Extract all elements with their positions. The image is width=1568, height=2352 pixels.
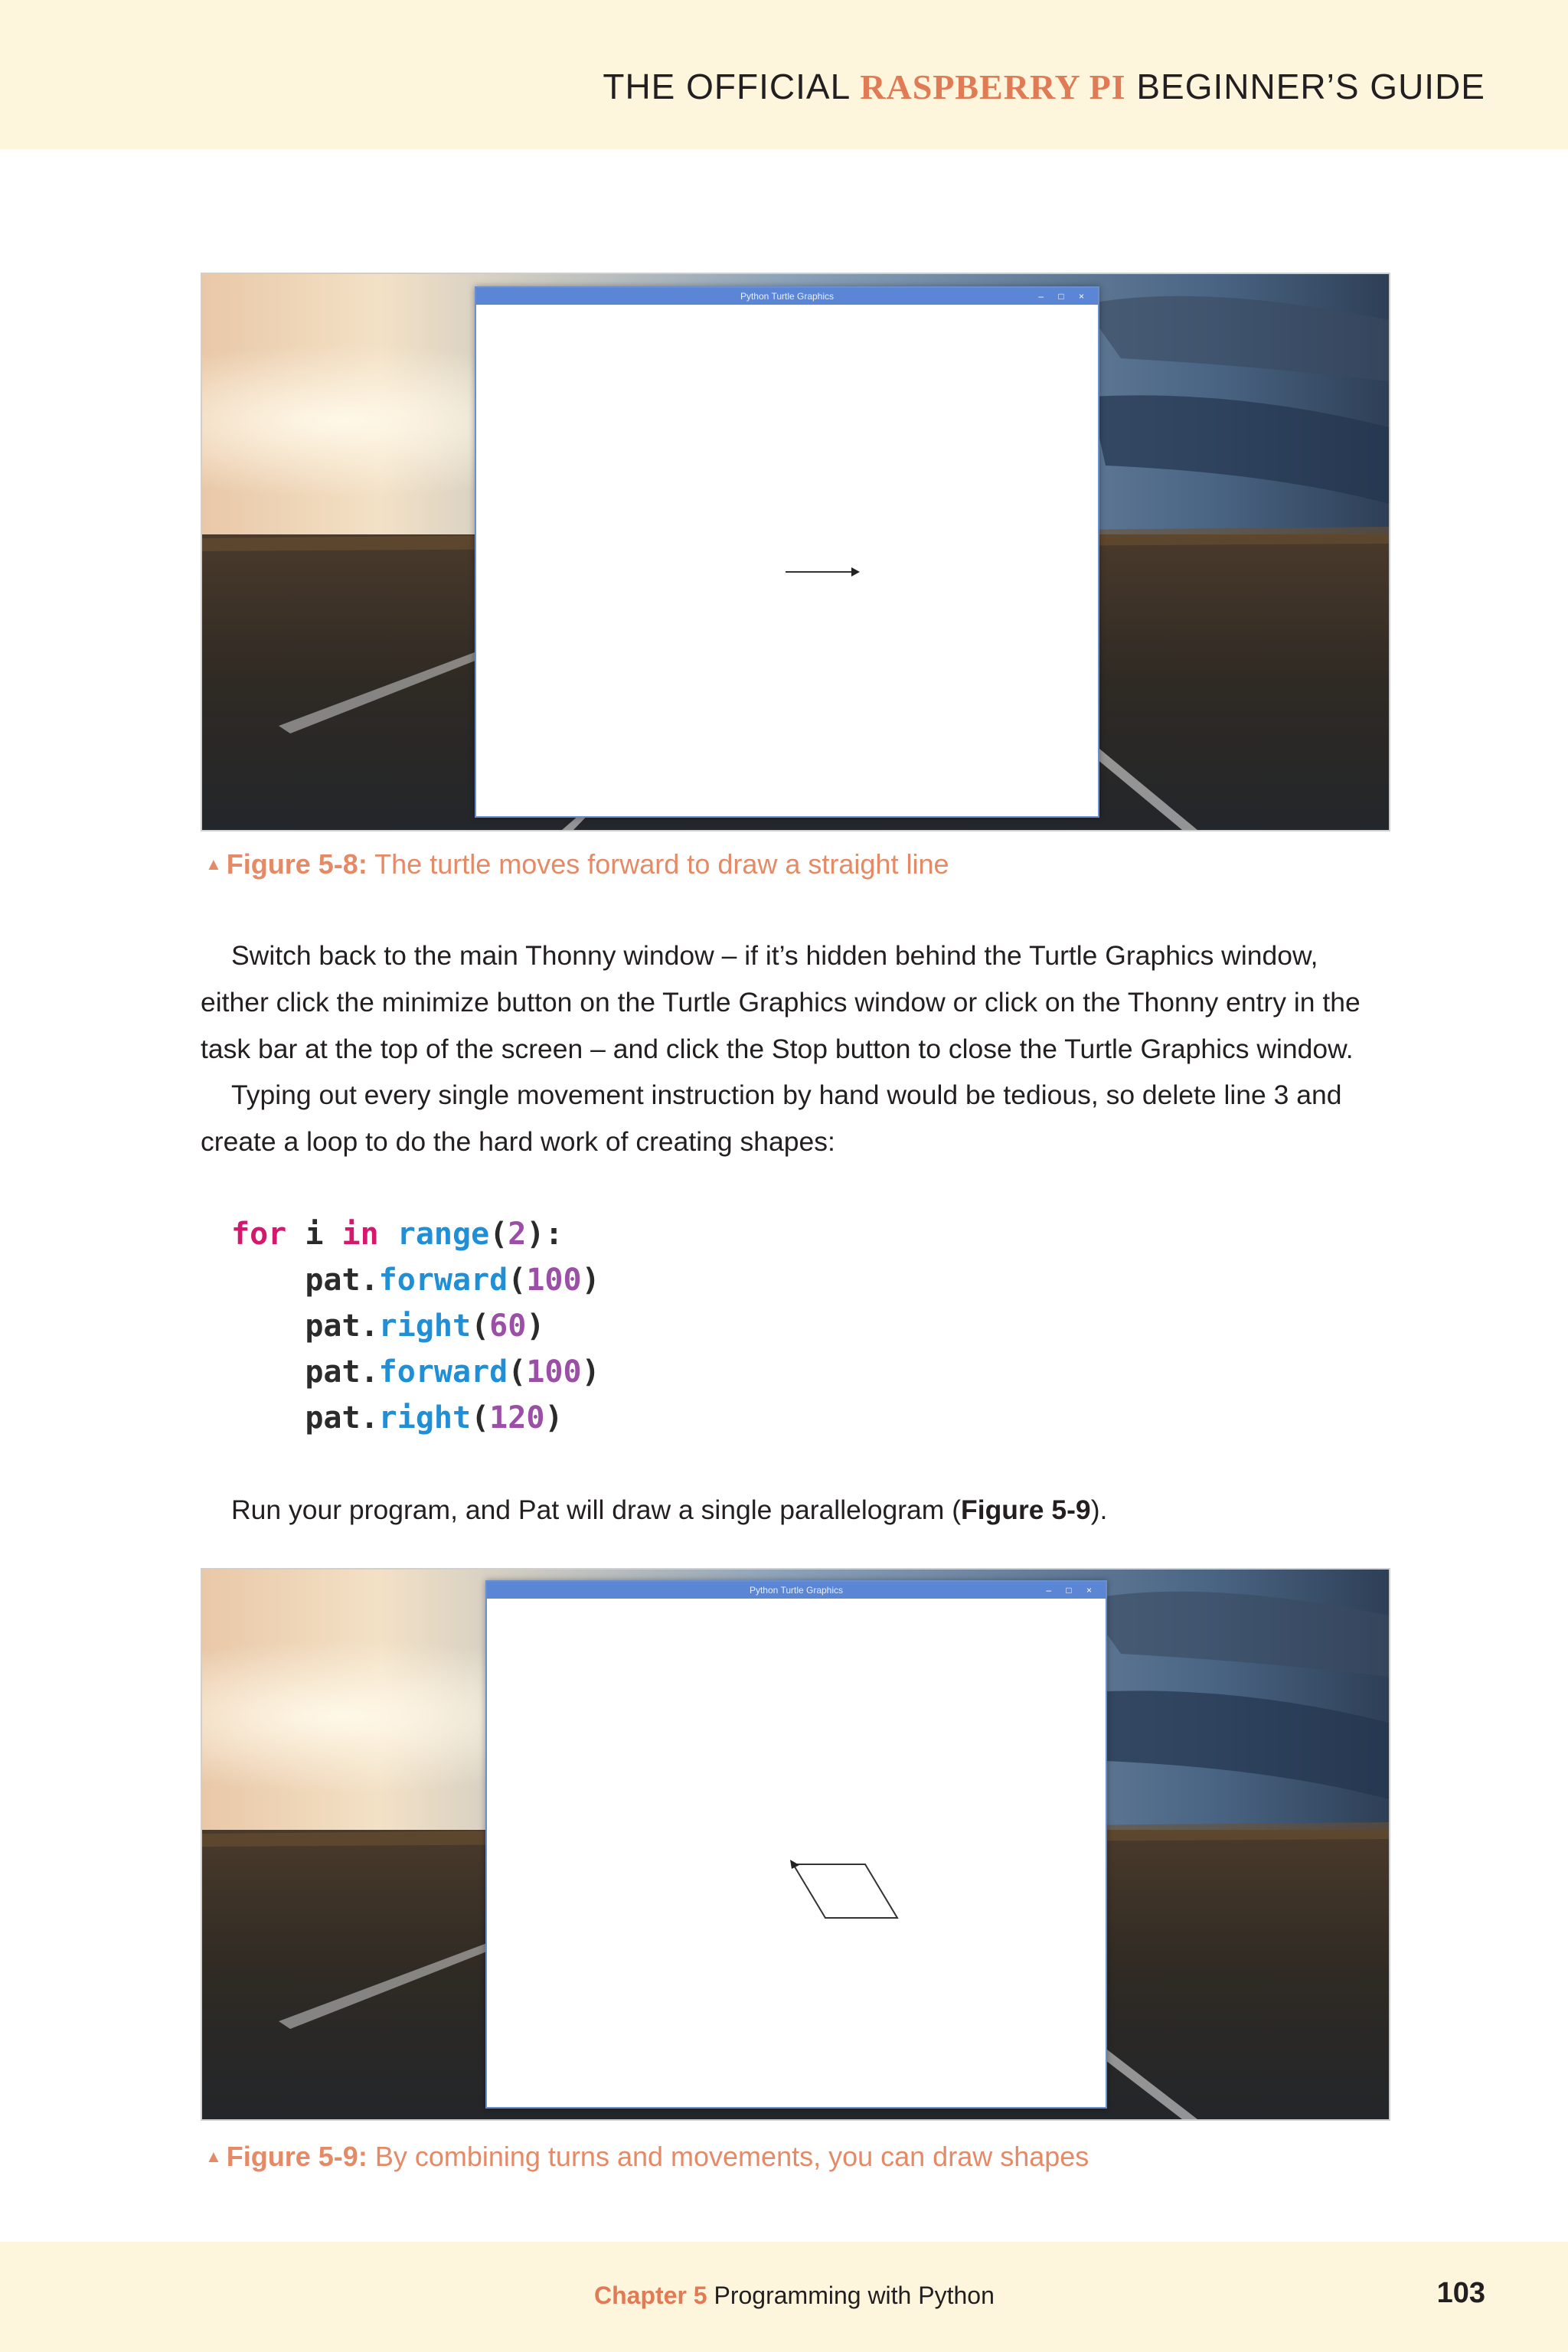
turtle-canvas	[487, 1599, 1106, 2107]
code-num: 100	[526, 1263, 582, 1298]
book-title-post: BEGINNER’S GUIDE	[1125, 67, 1485, 106]
chapter-title: Programming with Python	[707, 2282, 995, 2309]
code-fn-range: range	[397, 1217, 490, 1252]
footer-chapter	[594, 2282, 995, 2310]
window-titlebar[interactable]	[487, 1582, 1106, 1599]
code-num: 2	[508, 1217, 527, 1252]
chapter-label: Chapter 5	[594, 2282, 707, 2309]
code-keyword-for: for	[231, 1217, 287, 1252]
turtle-canvas	[476, 305, 1098, 816]
figure-5-8-caption	[205, 848, 949, 880]
code-var: i	[286, 1217, 342, 1252]
book-title-pre: THE OFFICIAL	[603, 67, 861, 106]
code-num: 60	[489, 1308, 527, 1344]
caption-triangle-icon: ▲	[205, 2147, 222, 2166]
code-fn-right: right	[378, 1400, 472, 1436]
page-number: 103	[1436, 2277, 1485, 2309]
code-keyword-in: in	[341, 1217, 379, 1252]
figure-reference: Figure 5-9	[961, 1494, 1091, 1525]
run-text-pre: Run your program, and Pat will draw a single parallelogram (	[231, 1494, 962, 1525]
window-controls[interactable]: – □ ×	[1038, 291, 1090, 302]
code-fn-right: right	[378, 1308, 472, 1344]
code-num: 100	[526, 1354, 582, 1390]
window-controls[interactable]: – □ ×	[1046, 1585, 1098, 1596]
code-listing: for i in range(2): pat.forward(100) pat.right(60) pat.forward(100) pat.right(120)	[231, 1217, 600, 1436]
figure-5-8-screenshot	[201, 273, 1390, 831]
code-obj: pat.	[231, 1308, 379, 1344]
code-paren-close: ):	[526, 1217, 564, 1252]
window-titlebar[interactable]	[476, 288, 1098, 305]
page-header	[0, 0, 1568, 149]
figure-5-9-screenshot	[201, 1568, 1390, 2121]
caption-text: By combining turns and movements, you can draw shapes	[367, 2141, 1089, 2172]
code-obj: pat.	[231, 1263, 379, 1298]
code-fn-forward: forward	[378, 1263, 508, 1298]
paragraph-stop-turtle: Switch back to the main Thonny window – if it’s hidden behind the Turtle Graphics window, either click the minimize button on the Turtle Graphics window or click on the Thonny entry in the task bar at the top of the screen – and click the Stop button to close the Turtle Graphics window.	[201, 940, 1361, 1064]
window-title: Python Turtle Graphics	[740, 291, 835, 302]
book-title	[603, 66, 1485, 107]
caption-triangle-icon: ▲	[205, 854, 222, 874]
run-text-post: ).	[1090, 1494, 1108, 1525]
turtle-graphics-window[interactable]	[475, 286, 1099, 818]
page-footer	[0, 2242, 1568, 2352]
caption-label: Figure 5-8:	[226, 848, 368, 880]
code-obj: pat.	[231, 1400, 379, 1436]
book-title-brand: RASPBERRY PI	[860, 67, 1126, 106]
code-num: 120	[489, 1400, 545, 1436]
paragraph-run-program	[201, 1487, 1391, 1534]
code-paren: (	[489, 1217, 508, 1252]
figure-5-9-caption	[205, 2141, 1089, 2173]
parallelogram-shape	[793, 1864, 897, 1918]
turtle-arrow-icon	[851, 567, 860, 577]
window-title: Python Turtle Graphics	[749, 1585, 844, 1596]
paragraph-create-loop: Typing out every single movement instruction by hand would be tedious, so delete line 3 and create a loop to do the hard work of creating shapes:	[201, 1080, 1342, 1157]
code-fn-forward: forward	[378, 1354, 508, 1390]
caption-label: Figure 5-9:	[226, 2141, 368, 2172]
turtle-graphics-window[interactable]	[485, 1580, 1107, 2109]
caption-text: The turtle moves forward to draw a straight line	[367, 848, 949, 880]
code-obj: pat.	[231, 1354, 379, 1390]
